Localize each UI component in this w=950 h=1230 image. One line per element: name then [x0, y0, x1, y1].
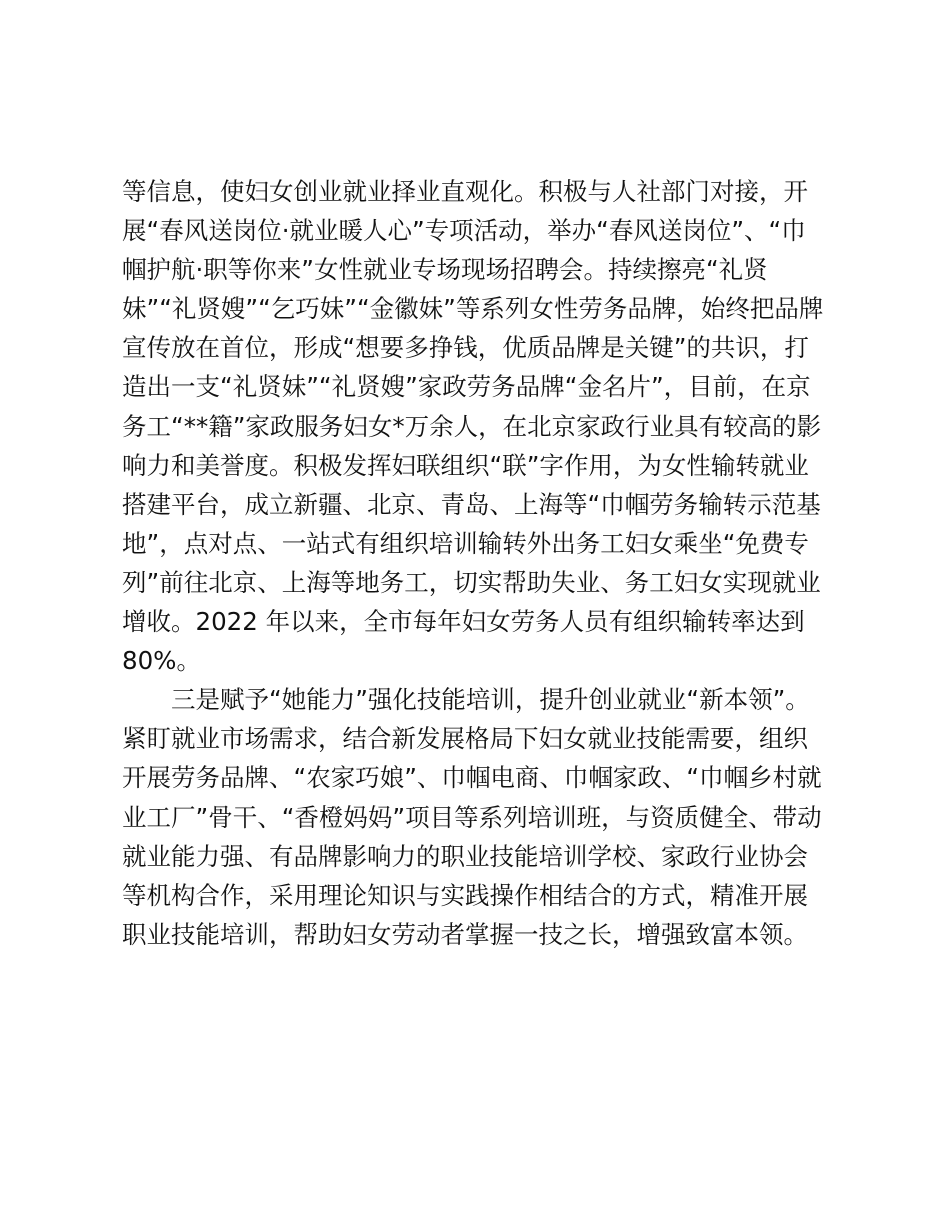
- text-line: 职业技能培训，帮助妇女劳动者掌握一技之长，增强致富本领。: [122, 919, 808, 949]
- text-line: 等信息，使妇女创业就业择业直观化。积极与人社部门对接，开: [122, 177, 808, 206]
- text-line: 就业能力强、有品牌影响力的职业技能培训学校、家政行业协会: [122, 841, 808, 871]
- body-text: [122, 172, 842, 954]
- text-line: 列”前往北京、上海等地务工，切实帮助失业、务工妇女实现就业: [122, 567, 821, 597]
- text-line: 80%。: [122, 646, 201, 676]
- text-line: 开展劳务品牌、“农家巧娘”、巾帼电商、巾帼家政、“巾帼乡村就: [122, 763, 822, 793]
- text-line: 地”，点对点、一站式有组织培训输转外出务工妇女乘坐“免费专: [122, 528, 809, 558]
- text-line: 造出一支“礼贤妹”“礼贤嫂”家政劳务品牌“金名片”，目前，在京: [122, 372, 811, 402]
- paragraph-first-line: 三是赋予“她能力”强化技能培训，提升创业就业“新本领”。: [171, 685, 810, 715]
- text-line: 妹”“礼贤嫂”“乞巧妹”“金徽妹”等系列女性劳务品牌，始终把品牌: [122, 294, 824, 324]
- text-line: 宣传放在首位，形成“想要多挣钱，优质品牌是关键”的共识，打: [122, 333, 809, 363]
- text-line: 等机构合作，采用理论知识与实践操作相结合的方式，精准开展: [122, 880, 808, 910]
- text-line: 务工“**籍”家政服务妇女*万余人，在北京家政行业具有较高的影: [122, 411, 822, 441]
- text-line: 业工厂”骨干、“香橙妈妈”项目等系列培训班，与资质健全、带动: [122, 802, 822, 832]
- text-line: 紧盯就业市场需求，结合新发展格局下妇女就业技能需要，组织: [122, 724, 808, 754]
- text-line: 增收。2022 年以来，全市每年妇女劳务人员有组织输转率达到: [122, 607, 805, 637]
- text-line: 响力和美誉度。积极发挥妇联组织“联”字作用，为女性输转就业: [122, 450, 809, 480]
- text-line: 搭建平台，成立新疆、北京、青岛、上海等“巾帼劳务输转示范基: [122, 489, 821, 519]
- text-line: 展“春风送岗位·就业暖人心”专项活动，举办“春风送岗位”、“巾: [122, 216, 806, 246]
- text-line: 帼护航·职等你来”女性就业专场现场招聘会。持续擦亮“礼贤: [122, 255, 768, 285]
